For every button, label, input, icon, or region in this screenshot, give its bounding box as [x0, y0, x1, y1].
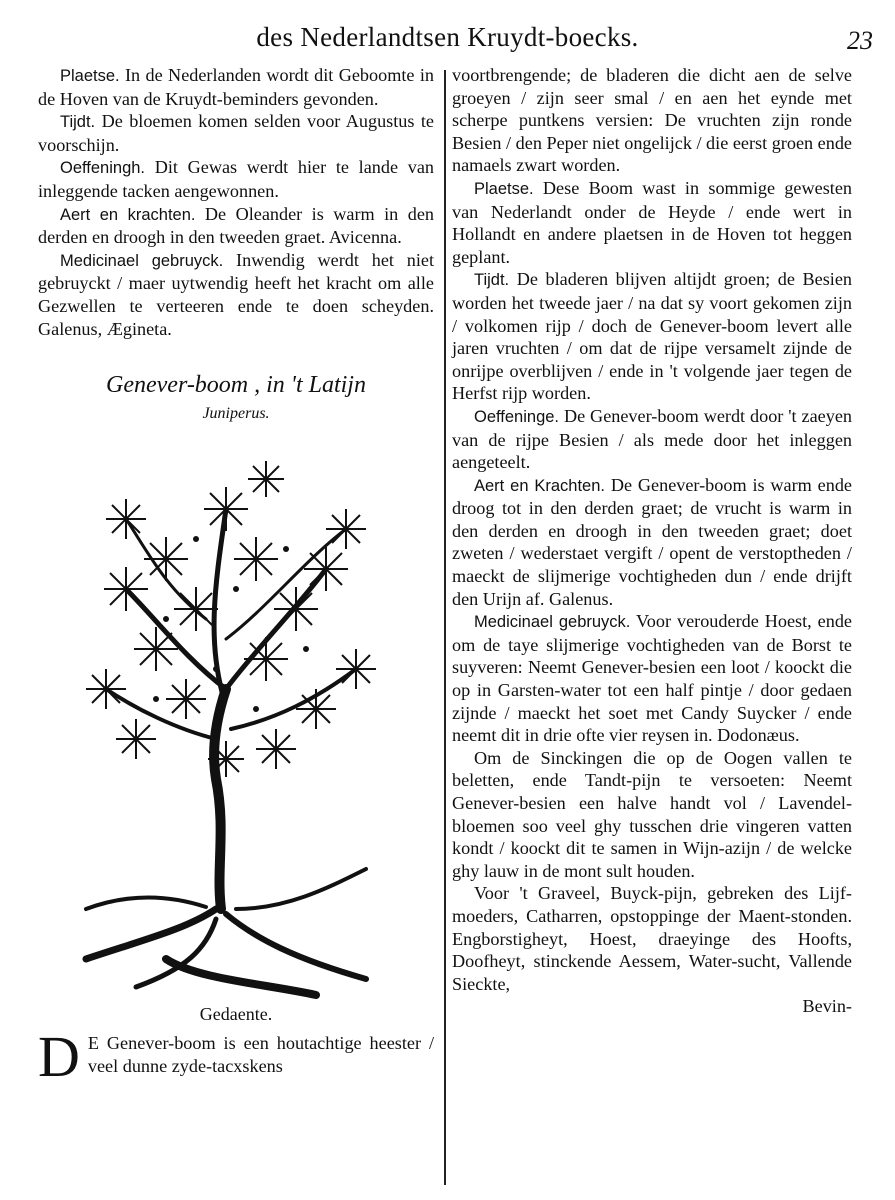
paragraph-text: Voor verouderde Hoest, ende om de taye slijmerige vochtigheden van de Borst te suyveren: Neemt Genever-besien een loot / koockt die op in Garsten-water tot een half pintje / door gedaen zijnde / maeckt het soet met Candy Suycker / ende neemt dit in drie ofte vier reysen in. Dodonæus. — [452, 611, 852, 746]
paragraph-text: De Genever-boom is warm ende droog tot in den derden graet; de vrucht is warm in den derden en droogh in den tweeden graet; doet zweten / wederstaet vergift / opent de verstoptheden / maeckt de slijmerige vochtigheden dun / ende drijft den Urijn af. Galenus. — [452, 474, 852, 609]
paragraph-text: De bladeren blijven altijdt groen; de Besien worden het tweede jaer / na dat sy voort gekomen zijn / volkomen rijp / doch de Genever-boom levert alle jaren vruchten / om dat de rijpe versamelt zijnde de onrijpe overblijven / ende in 't volgende jaer tegen de Herfst rijp worden. — [452, 269, 853, 404]
paragraph-text: Dit Gewas werdt hier te lande van inleggende tacken aengewonnen. — [38, 157, 434, 201]
figure-caption: Gedaente. — [199, 1004, 273, 1025]
paragraph-label: Medicinael gebruyck. — [474, 613, 631, 632]
running-header: des Nederlandtsen Kruydt-boecks. — [256, 22, 639, 52]
page-number: 23 — [847, 26, 873, 55]
paragraph-label: Medicinael gebruyck. — [60, 251, 224, 270]
paragraph-plaetse — [38, 64, 434, 110]
paragraph-label: Aert en Krachten. — [474, 476, 605, 495]
paragraph-aert — [38, 203, 434, 249]
paragraph-label: Plaetse. — [60, 67, 120, 85]
paragraph-text: Dese Boom wast in sommige gewesten van Nederlandt onder de Heyde / ende wert in Hollandt en andere plaetsen in de Hoven tot heggen geplant. — [452, 177, 853, 267]
paragraph-medicinael — [38, 249, 434, 340]
paragraph-description — [38, 1023, 434, 1089]
juniper-woodcut-illustration — [66, 439, 396, 999]
paragraph-label: Oeffeninge. — [474, 407, 560, 426]
paragraph-aert — [452, 474, 852, 611]
catchword: Bevin- — [802, 996, 852, 1017]
paragraph-text: De bloemen komen selden voor Augustus te voorschijn. — [38, 111, 435, 155]
paragraph-tijdt — [452, 268, 852, 405]
paragraph-plaetse — [452, 177, 852, 268]
paragraph-text: De Genever-boom werdt door 't zaeyen van de rijpe Besien / als mede door het inleggen aengeteelt. — [452, 405, 852, 473]
paragraph-label: Tijdt. — [474, 271, 510, 290]
paragraph-medicinael — [452, 610, 852, 747]
paragraph-label: Oeffeningh. — [60, 159, 146, 178]
paragraph-text: De Oleander is warm in den derden en droogh in den tweeden graet. Avicenna. — [38, 203, 434, 248]
paragraph-oeffeninge — [452, 405, 852, 474]
section-title: Genever-boom , in 't Latijn — [106, 372, 366, 399]
paragraph-label: Tijdt. — [60, 113, 96, 132]
paragraph-tijdt — [38, 110, 434, 156]
paragraph-graveel: Voor 't Graveel, Buyck-pijn, gebreken des Lijf-moeders, Catharren, opstoppinge der Maent-stonden. Engborstigheyt, Hoest, draeyinge des Hoofts, Doofheyt, stinckende Aessem, Water-sucht, Vallende Sieckte, — [452, 883, 852, 994]
paragraph-continuation: voortbrengende; de bladeren die dicht aen de selve groeyen / zijn seer smal / en aen het eynde met scherpe puntkens versien: De vruchten zijn ronde Besien / den Peper niet ongelijck / die eerst groen ende namaels zwart worden. — [452, 65, 852, 176]
right-column — [452, 64, 852, 1018]
paragraph-oeffeningh — [38, 156, 434, 202]
paragraph-label: Aert en krachten. — [60, 205, 196, 224]
paragraph-sinckingen: Om de Sinckingen die op de Oogen vallen te beletten, ende Tandt-pijn te versoeten: Neemt Genever-besien een halve handt vol / Lavendel-bloemen soo veel ghy tusschen drie vingeren vatten kondt / koockt dit te samen in Wijn-azijn / de welcke ghy lauw in de mont sult houden. — [452, 747, 852, 881]
drop-cap: D — [38, 1023, 80, 1089]
paragraph-text: E Genever-boom is een houtachtige heester / veel dunne zyde-tacxskens — [87, 1032, 434, 1076]
left-column — [38, 64, 435, 1089]
paragraph-text: In de Nederlanden wordt dit Geboomte in de Hoven van de Kruydt-beminders gevonden. — [38, 65, 435, 109]
paragraph-label: Plaetse. — [474, 179, 534, 198]
paragraph-text: Inwendig werdt het niet gebruyckt / maer uytwendig heeft het kracht om alle Gezwellen te verteeren ende te doen scheyden. Galenus, Ægineta. — [38, 249, 435, 339]
section-subtitle: Juniperus. — [202, 404, 270, 422]
column-divider — [444, 70, 446, 1185]
